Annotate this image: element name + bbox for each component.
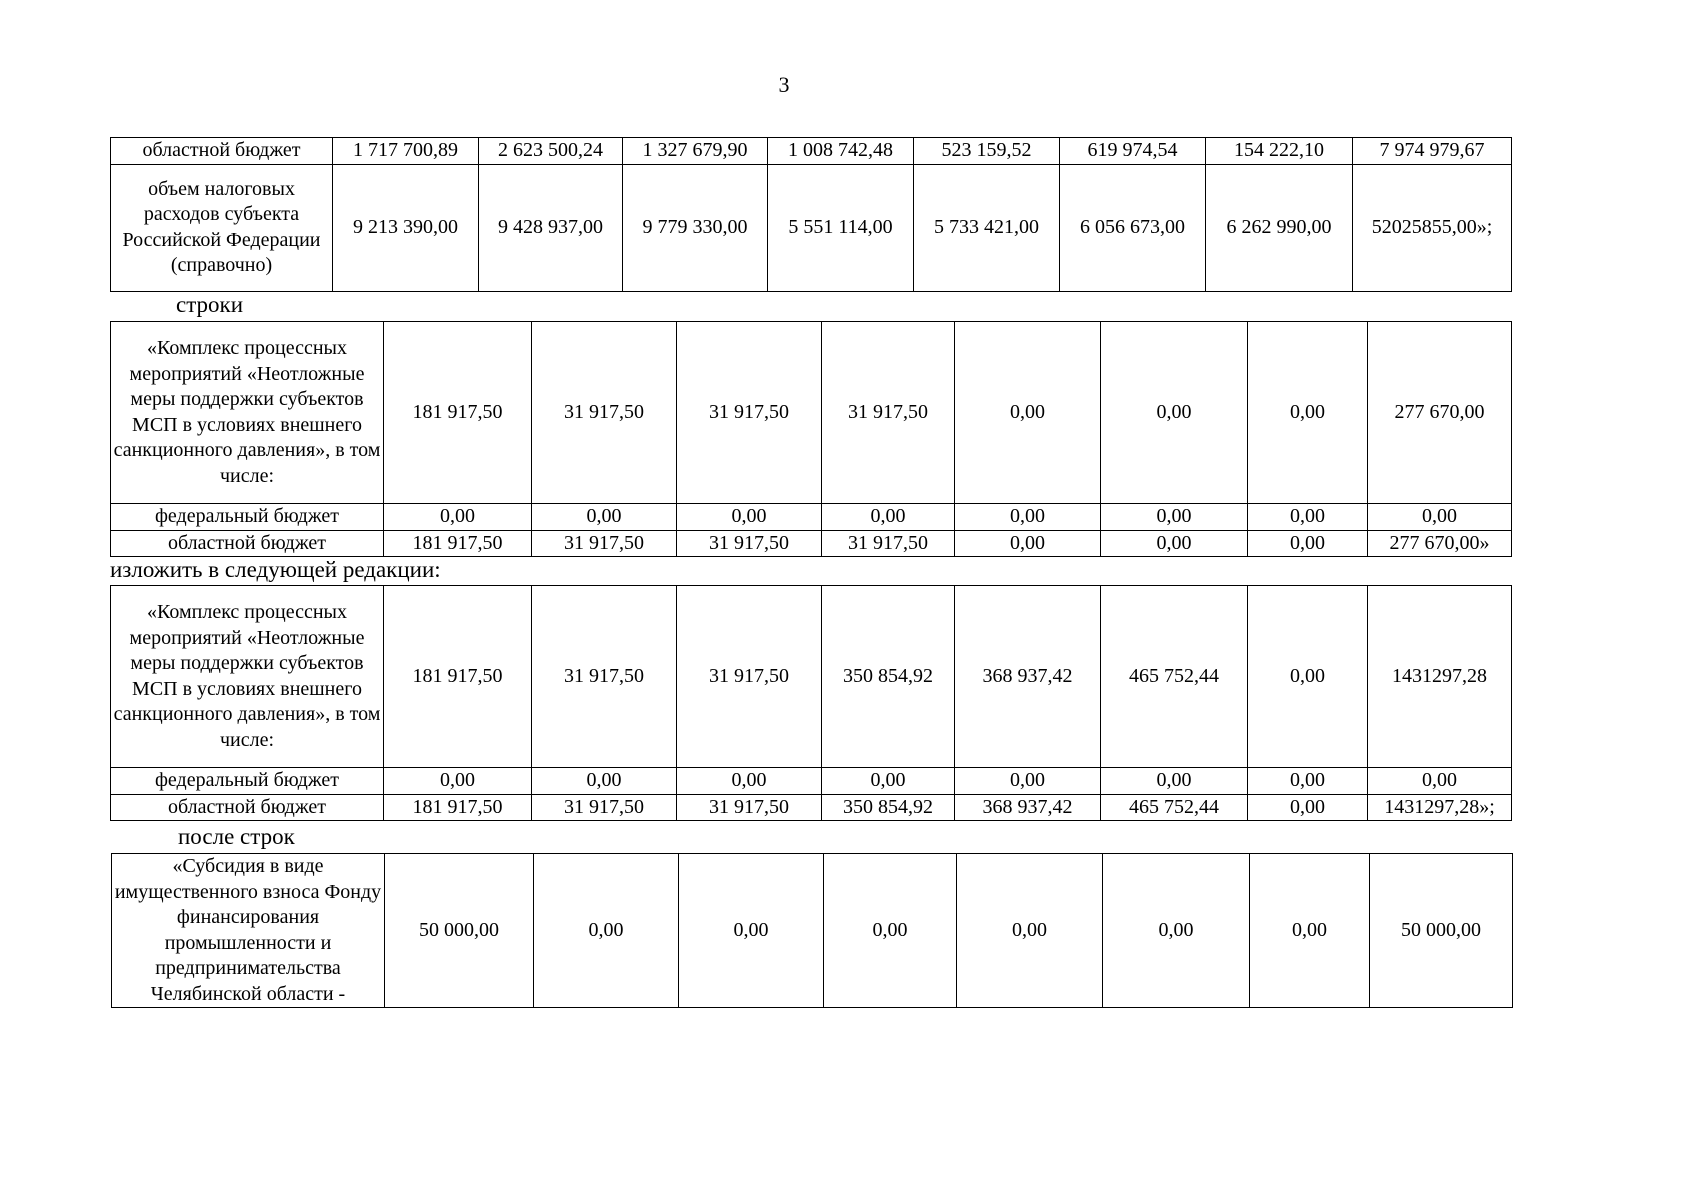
value-cell: 368 937,42 <box>955 586 1101 768</box>
table-row <box>111 504 1512 531</box>
value-cell: 277 670,00 <box>1368 322 1512 504</box>
table-row <box>111 768 1512 795</box>
value-cell: 2 623 500,24 <box>479 138 623 165</box>
row-label: областной бюджет <box>111 794 384 821</box>
value-cell: 0,00 <box>1248 768 1368 795</box>
table-row <box>111 138 1512 165</box>
value-cell: 0,00 <box>1103 854 1250 1008</box>
row-label: областной бюджет <box>111 138 333 165</box>
value-cell: 619 974,54 <box>1060 138 1206 165</box>
value-cell: 0,00 <box>957 854 1103 1008</box>
value-cell: 5 733 421,00 <box>914 164 1060 291</box>
row-label: объем налоговых расходов субъекта Российской Федерации (справочно) <box>111 164 333 291</box>
value-cell: 0,00 <box>677 768 822 795</box>
page-number: 3 <box>778 72 790 97</box>
value-cell: 0,00 <box>384 504 532 531</box>
value-cell: 31 917,50 <box>532 530 677 557</box>
value-cell: 6 056 673,00 <box>1060 164 1206 291</box>
value-cell: 350 854,92 <box>822 794 955 821</box>
value-cell: 31 917,50 <box>677 322 822 504</box>
value-cell: 0,00 <box>1101 530 1248 557</box>
value-cell: 0,00 <box>1368 504 1512 531</box>
value-cell: 0,00 <box>1248 794 1368 821</box>
value-cell: 0,00 <box>677 504 822 531</box>
value-cell: 31 917,50 <box>677 794 822 821</box>
value-cell: 5 551 114,00 <box>768 164 914 291</box>
value-cell: 50 000,00 <box>385 854 534 1008</box>
table-row <box>111 164 1512 291</box>
table-row <box>112 854 1513 1008</box>
value-cell: 9 779 330,00 <box>623 164 768 291</box>
table-row <box>111 530 1512 557</box>
value-cell: 6 262 990,00 <box>1206 164 1353 291</box>
value-cell: 31 917,50 <box>532 322 677 504</box>
value-cell: 0,00 <box>824 854 957 1008</box>
value-cell: 0,00 <box>532 768 677 795</box>
value-cell: 0,00 <box>955 530 1101 557</box>
budget-table-4 <box>111 853 1513 1008</box>
value-cell: 31 917,50 <box>532 794 677 821</box>
value-cell: 154 222,10 <box>1206 138 1353 165</box>
value-cell: 9 213 390,00 <box>333 164 479 291</box>
value-cell: 1 008 742,48 <box>768 138 914 165</box>
row-label: федеральный бюджет <box>111 504 384 531</box>
value-cell: 50 000,00 <box>1370 854 1513 1008</box>
value-cell: 31 917,50 <box>677 530 822 557</box>
row-label: «Субсидия в виде имущественного взноса Фонду финансирования промышленности и предпринимательства Челябинской области - <box>112 854 385 1008</box>
value-cell: 0,00 <box>1248 586 1368 768</box>
instruction-text: изложить в следующей редакции: <box>110 557 441 582</box>
value-cell: 0,00 <box>955 322 1101 504</box>
value-cell: 31 917,50 <box>822 530 955 557</box>
table-row <box>111 794 1512 821</box>
table-row <box>111 322 1512 504</box>
value-cell: 465 752,44 <box>1101 794 1248 821</box>
value-cell: 0,00 <box>1250 854 1370 1008</box>
value-cell: 1431297,28 <box>1368 586 1512 768</box>
value-cell: 0,00 <box>679 854 824 1008</box>
table-row <box>111 586 1512 768</box>
value-cell: 1 717 700,89 <box>333 138 479 165</box>
value-cell: 0,00 <box>1101 768 1248 795</box>
value-cell: 31 917,50 <box>822 322 955 504</box>
value-cell: 0,00 <box>384 768 532 795</box>
value-cell: 1 327 679,90 <box>623 138 768 165</box>
value-cell: 9 428 937,00 <box>479 164 623 291</box>
value-cell: 0,00 <box>822 504 955 531</box>
value-cell: 523 159,52 <box>914 138 1060 165</box>
budget-table-2 <box>110 321 1512 557</box>
value-cell: 277 670,00» <box>1368 530 1512 557</box>
value-cell: 368 937,42 <box>955 794 1101 821</box>
row-label: федеральный бюджет <box>111 768 384 795</box>
value-cell: 0,00 <box>1248 322 1368 504</box>
value-cell: 0,00 <box>1101 322 1248 504</box>
value-cell: 0,00 <box>532 504 677 531</box>
value-cell: 0,00 <box>955 768 1101 795</box>
row-label: областной бюджет <box>111 530 384 557</box>
value-cell: 1431297,28»; <box>1368 794 1512 821</box>
value-cell: 181 917,50 <box>384 322 532 504</box>
value-cell: 31 917,50 <box>677 586 822 768</box>
value-cell: 181 917,50 <box>384 794 532 821</box>
value-cell: 0,00 <box>1248 530 1368 557</box>
value-cell: 0,00 <box>1248 504 1368 531</box>
budget-table-1 <box>110 137 1512 292</box>
instruction-text: после строк <box>178 824 295 849</box>
value-cell: 0,00 <box>955 504 1101 531</box>
value-cell: 0,00 <box>1101 504 1248 531</box>
value-cell: 350 854,92 <box>822 586 955 768</box>
value-cell: 52025855,00»; <box>1353 164 1512 291</box>
value-cell: 465 752,44 <box>1101 586 1248 768</box>
value-cell: 0,00 <box>822 768 955 795</box>
instruction-text: строки <box>176 292 244 317</box>
value-cell: 181 917,50 <box>384 530 532 557</box>
row-label: «Комплекс процессных мероприятий «Неотложные меры поддержки субъектов МСП в условиях внешнего санкционного давления», в том числе: <box>111 322 384 504</box>
value-cell: 31 917,50 <box>532 586 677 768</box>
value-cell: 0,00 <box>1368 768 1512 795</box>
value-cell: 181 917,50 <box>384 586 532 768</box>
value-cell: 0,00 <box>534 854 679 1008</box>
value-cell: 7 974 979,67 <box>1353 138 1512 165</box>
row-label: «Комплекс процессных мероприятий «Неотложные меры поддержки субъектов МСП в условиях внешнего санкционного давления», в том числе: <box>111 586 384 768</box>
budget-table-3 <box>110 585 1512 821</box>
